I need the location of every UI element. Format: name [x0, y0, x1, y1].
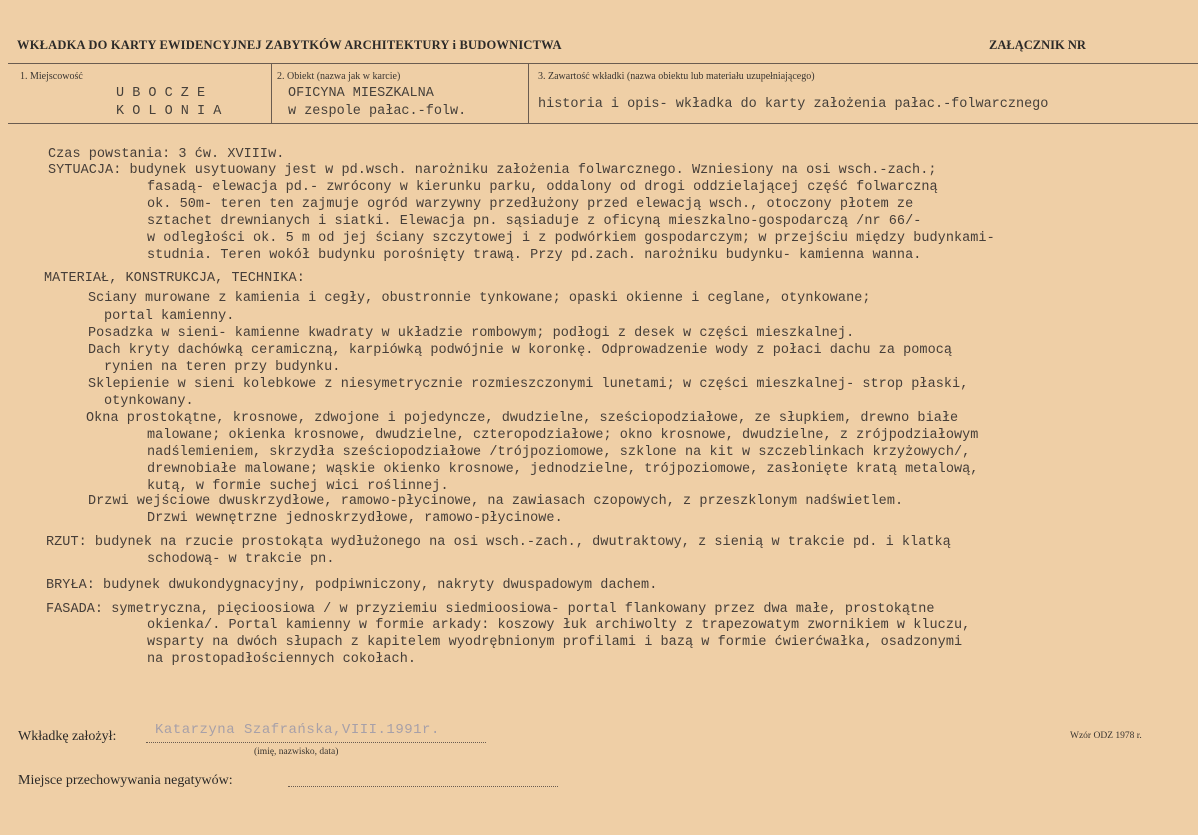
body-line: sztachet drewnianych i siatki. Elewacja pn. sąsiaduje z oficyną mieszkalno-gospodarczą /nr 66/-	[147, 214, 922, 229]
body-line: ok. 50m- teren ten zajmuje ogród warzywny przedłużony przed elewacją wsch., otoczony płotem ze	[147, 197, 914, 212]
body-line: Czas powstania: 3 ćw. XVIIIw.	[48, 147, 285, 162]
body-line: RZUT: budynek na rzucie prostokąta wydłużonego na osi wsch.-zach., dwutraktowy, z sienią w trakcie pd. i klatką	[46, 535, 951, 550]
body-line: w odległości ok. 5 m od jej ściany szczytowej i z podwórkiem gospodarczym; w przejściu między budynkami-	[147, 231, 995, 246]
object-value-line1: OFICYNA MIESZKALNA	[288, 86, 434, 101]
body-line: fasadą- elewacja pd.- zwrócony w kierunku parku, oddalony od drogi oddzielającej część folwarczną	[147, 180, 938, 195]
body-line: na prostopadłościennych cokołach.	[147, 652, 416, 667]
body-line: BRYŁA: budynek dwukondygnacyjny, podpiwniczony, nakryty dwuspadowym dachem.	[46, 578, 658, 593]
author-label: Wkładkę założył:	[18, 729, 117, 744]
body-line: schodową- w trakcie pn.	[147, 552, 335, 567]
location-value-line2: K O L O N I A	[116, 104, 222, 119]
location-value-line1: U B O C Z E	[116, 86, 206, 101]
box-top-border	[8, 63, 1198, 64]
body-line: Okna prostokątne, krosnowe, zdwojone i pojedyncze, dwudzielne, sześciopodziałowe, ze słupkiem, drewno białe	[86, 411, 959, 426]
form-code: Wzór ODZ 1978 r.	[1070, 731, 1142, 741]
body-line: portal kamienny.	[104, 309, 235, 324]
body-line: Drzwi wewnętrzne jednoskrzydłowe, ramowo-płycinowe.	[147, 511, 563, 526]
body-line: Sciany murowane z kamienia i cegły, obustronnie tynkowane; opaski okienne i ceglane, otynkowane;	[88, 291, 871, 306]
body-line: malowane; okienka krosnowe, dwudzielne, czteropodziałowe; okno krosnowe, dwudzielne, z zrójpodziałowym	[147, 428, 979, 443]
body-line: rynien na teren przy budynku.	[104, 360, 341, 375]
box-bottom-border	[8, 123, 1198, 124]
body-line: drewnobiałe malowane; wąskie okienko krosnowe, jednodzielne, trójpoziomowe, zasłonięte kratą metalową,	[147, 462, 979, 477]
location-label: 1. Miejscowość	[20, 71, 83, 82]
author-signature: Katarzyna Szafrańska,VIII.1991r.	[155, 722, 440, 738]
body-line: SYTUACJA: budynek usytuowany jest w pd.wsch. narożniku założenia folwarcznego. Wzniesiony na osi wsch.-zach.;	[48, 163, 937, 178]
box-divider-1	[271, 63, 272, 123]
body-line: okienka/. Portal kamienny w formie arkady: koszowy łuk archiwolty z trapezowatym zwornikiem w kluczu,	[147, 618, 971, 633]
body-line: kutą, w formie suchej wici roślinnej.	[147, 479, 449, 494]
box-divider-2	[528, 63, 529, 123]
object-label: 2. Obiekt (nazwa jak w karcie)	[277, 71, 401, 82]
body-line: otynkowany.	[104, 394, 194, 409]
body-line: wsparty na dwóch słupach z kapitelem wyodrębnionym profilami i bazą w formie ćwierćwałka, osadzonymi	[147, 635, 963, 650]
body-line: FASADA: symetryczna, pięcioosiowa / w przyziemiu siedmioosiowa- portal flankowany przez dwa małe, prostokątne	[46, 602, 935, 617]
author-dotted-line	[146, 742, 486, 743]
body-line: nadślemieniem, skrzydła sześciopodziałowe /trójpoziomowe, szklone na kit w szczeblinkach krzyżowych/,	[147, 445, 971, 460]
body-line: Dach kryty dachówką ceramiczną, karpiówką podwójnie w koronkę. Odprowadzenie wody z połaci dachu za pomocą	[88, 343, 953, 358]
body-line: studnia. Teren wokół budynku porośnięty trawą. Przy pd.zach. narożniku budynku- kamienna wanna.	[147, 248, 922, 263]
author-field-hint: (imię, nazwisko, data)	[254, 747, 339, 757]
attachment-number-label: ZAŁĄCZNIK NR	[989, 38, 1086, 52]
body-line: Drzwi wejściowe dwuskrzydłowe, ramowo-płycinowe, na zawiasach czopowych, z przeszklonym nadświetlem.	[88, 494, 904, 509]
body-line: Posadzka w sieni- kamienne kwadraty w układzie rombowym; podłogi z desek w części mieszkalnej.	[88, 326, 855, 341]
negatives-dotted-line	[288, 786, 558, 787]
body-line: Sklepienie w sieni kolebkowe z niesymetrycznie rozmieszczonymi lunetami; w części mieszkalnej- strop płaski,	[88, 377, 969, 392]
form-title: WKŁADKA DO KARTY EWIDENCYJNEJ ZABYTKÓW ARCHITEKTURY i BUDOWNICTWA	[17, 38, 562, 52]
content-value: historia i opis- wkładka do karty założenia pałac.-folwarcznego	[538, 97, 1049, 112]
negatives-location-label: Miejsce przechowywania negatywów:	[18, 773, 233, 788]
object-value-line2: w zespole pałac.-folw.	[288, 104, 467, 119]
content-label: 3. Zawartość wkładki (nazwa obiektu lub materiału uzupełniającego)	[538, 71, 815, 82]
body-line: MATERIAŁ, KONSTRUKCJA, TECHNIKA:	[44, 271, 305, 286]
